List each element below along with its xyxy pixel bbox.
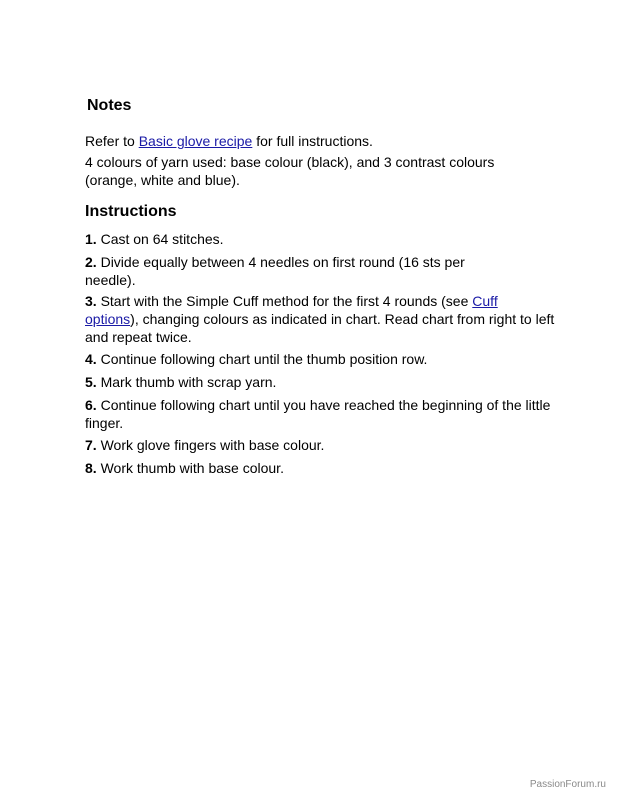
notes-heading: Notes (87, 97, 132, 114)
basic-glove-recipe-link[interactable]: Basic glove recipe (138, 133, 253, 149)
notes-paragraph-1 (85, 132, 565, 150)
cuff-options-link[interactable]: Cuff options (85, 293, 498, 327)
step-3 (85, 292, 555, 346)
step-number: 2. (85, 254, 97, 270)
step-text: Continue following chart until you have reached the beginning of the little finger. (85, 397, 551, 431)
step-8 (85, 459, 565, 477)
step-number: 8. (85, 460, 97, 476)
step-4 (85, 350, 565, 368)
instructions-heading: Instructions (85, 203, 177, 220)
step-number: 7. (85, 437, 97, 453)
step-number: 6. (85, 397, 97, 413)
notes-p1-suffix: for full instructions. (252, 133, 373, 149)
step-number: 3. (85, 293, 97, 309)
step-7 (85, 436, 565, 454)
step-text: Cast on 64 stitches. (96, 231, 224, 247)
notes-paragraph-2: 4 colours of yarn used: base colour (black), and 3 contrast colours (orange, white and blue). (85, 154, 495, 188)
step-5 (85, 373, 565, 391)
step-text-before: Start with the Simple Cuff method for the first 4 rounds (see (96, 293, 473, 309)
step-number: 4. (85, 351, 97, 367)
notes-p1-prefix: Refer to (85, 133, 139, 149)
step-6 (85, 396, 555, 432)
step-text-after: ), changing colours as indicated in chart. Read chart from right to left and repeat twice. (85, 311, 555, 345)
step-2 (85, 253, 515, 289)
step-text: Divide equally between 4 needles on first round (16 sts per needle). (85, 254, 465, 288)
step-text: Work thumb with base colour. (96, 460, 284, 476)
step-text: Mark thumb with scrap yarn. (96, 374, 277, 390)
step-text: Work glove fingers with base colour. (96, 437, 325, 453)
step-number: 1. (85, 231, 97, 247)
watermark: PassionForum.ru (529, 779, 606, 790)
step-text: Continue following chart until the thumb position row. (96, 351, 428, 367)
step-number: 5. (85, 374, 97, 390)
step-1 (85, 230, 565, 248)
